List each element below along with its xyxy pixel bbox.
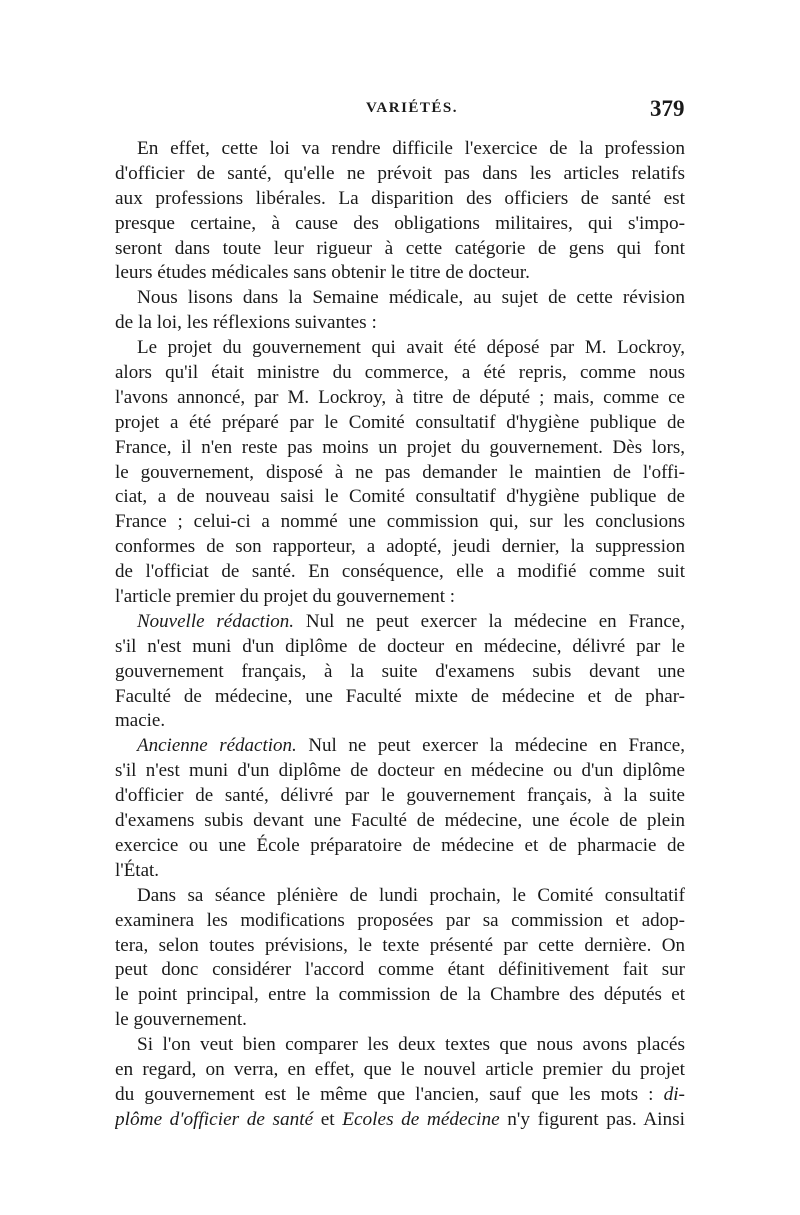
paragraph-comparaison [115,1033,685,1133]
text-line: macie. [115,710,166,732]
text-fragment: Nul ne peut exercer la médecine en France, [293,610,685,632]
text-line [115,734,685,759]
quote-paragraph-seance-pleniere [115,884,685,1033]
text-line: le gouvernement. [115,1009,247,1031]
page-body [115,137,685,1133]
italic-term: di- [663,1083,685,1105]
text-line: peut donc considérer l'accord comme étant définitivement fait sur [115,959,685,981]
text-line: en regard, on verra, en effet, que le nouvel article premier du projet [115,1058,685,1080]
italic-term: Ecoles de médecine [342,1108,500,1130]
text-fragment: n'y figurent pas. Ainsi [499,1108,685,1130]
text-line: Faculté de médecine, une Faculté mixte de médecine et de phar- [115,685,685,707]
text-line: leurs études médicales sans obtenir le titre de docteur. [115,262,530,284]
text-line: Nous lisons dans la Semaine médicale, au sujet de cette révision [137,287,685,309]
italic-term: plôme d'officier de santé [115,1108,314,1130]
quote-paragraph-projet [115,336,685,610]
text-line: alors qu'il était ministre du commerce, a été repris, comme nous [115,362,685,384]
text-line: d'officier de santé, qu'elle ne prévoit pas dans les articles relatifs [115,162,685,184]
text-line: d'examens subis devant une Faculté de médecine, une école de plein [115,810,685,832]
text-line: d'officier de santé, délivré par le gouvernement français, à la suite [115,785,685,807]
text-line: exercice ou une École préparatoire de médecine et de pharmacie de [115,834,685,856]
paragraph-intro [115,137,685,286]
text-line: Si l'on veut bien comparer les deux textes que nous avons placés [137,1034,685,1056]
text-line: de l'officiat de santé. En conséquence, elle a modifié comme suit [115,561,685,583]
page-header [0,98,800,128]
text-line: l'avons annoncé, par M. Lockroy, à titre de député ; mais, comme ce [115,386,685,408]
text-fragment: du gouvernement est le même que l'ancien, sauf que les mots : [115,1083,654,1105]
text-line: Le projet du gouvernement qui avait été déposé par M. Lockroy, [137,337,685,359]
label-ancienne-redaction: Ancienne rédaction. [137,735,297,757]
text-line: l'État. [115,859,160,881]
text-line [115,610,685,635]
quote-paragraph-ancienne-redaction [115,734,685,883]
text-line: France ; celui-ci a nommé une commission qui, sur les conclusions [115,511,685,533]
text-line: seront dans toute leur rigueur à cette catégorie de gens qui font [115,237,685,259]
text-line: examinera les modifications proposées par sa commission et adop- [115,909,685,931]
text-line: En effet, cette loi va rendre difficile l'exercice de la profession [137,138,685,159]
text-line: conformes de son rapporteur, a adopté, jeudi dernier, la suppression [115,536,685,558]
label-nouvelle-redaction: Nouvelle rédaction. [137,610,294,632]
paragraph-semaine-medicale [115,286,685,336]
text-line: s'il n'est muni d'un diplôme de docteur en médecine, délivré par le [115,635,685,657]
page-number: 379 [650,96,685,121]
text-line: l'article premier du projet du gouvernement : [115,586,456,608]
text-line: le gouvernement, disposé à ne pas demander le maintien de l'offi- [115,461,685,483]
text-line: de la loi, les réflexions suivantes : [115,312,377,334]
quoted-passage [115,336,685,1033]
text-line: le point principal, entre la commission de la Chambre des députés et [115,984,685,1006]
text-line: ciat, a de nouveau saisi le Comité consultatif d'hygiène publique de [115,486,685,508]
text-line: gouvernement français, à la suite d'examens subis devant une [115,660,685,682]
text-fragment: et [313,1108,343,1130]
quote-paragraph-nouvelle-redaction [115,610,685,734]
text-line: projet a été préparé par le Comité consultatif d'hygiène publique de [115,411,685,433]
text-line [115,1083,685,1108]
text-line: Dans sa séance plénière de lundi prochain, le Comité consultatif [137,884,685,906]
text-line: aux professions libérales. La disparition des officiers de santé est [115,187,685,209]
text-line [115,1108,685,1133]
text-line: tera, selon toutes prévisions, le texte présenté par cette dernière. On [115,934,685,956]
text-line: France, il n'en reste pas moins un projet du gouvernement. Dès lors, [115,436,685,458]
text-line: presque certaine, à cause des obligations militaires, qui s'impo- [115,212,685,234]
text-fragment: Nul ne peut exercer la médecine en France, [296,735,685,757]
text-line: s'il n'est muni d'un diplôme de docteur en médecine ou d'un diplôme [115,760,685,782]
running-head: VARIÉTÉS. [366,100,459,116]
